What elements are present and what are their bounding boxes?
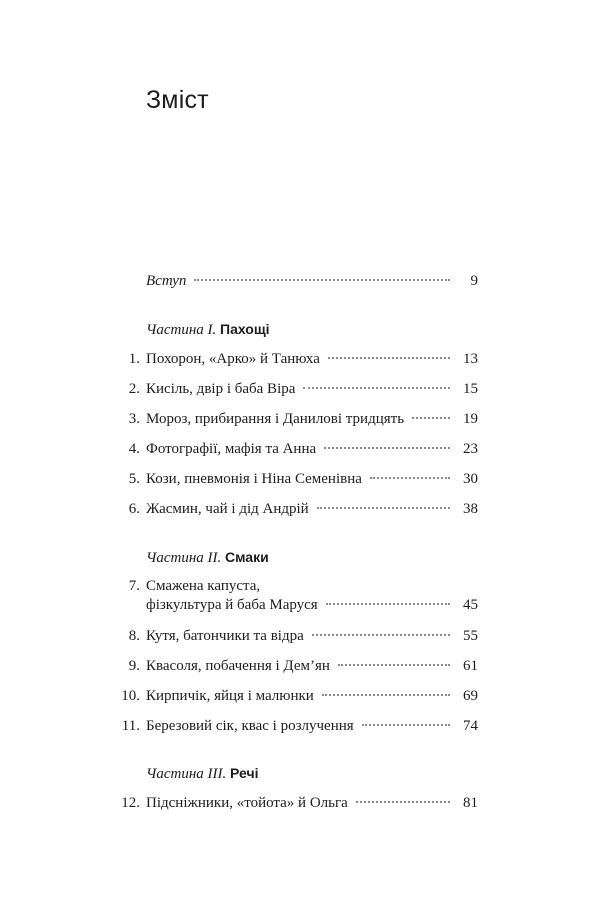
dot-leader bbox=[303, 387, 450, 389]
part-heading-2 bbox=[146, 548, 269, 568]
chapter-number: 9. bbox=[128, 658, 140, 674]
toc-entry-title: Вступ bbox=[146, 273, 187, 289]
dot-leader bbox=[312, 634, 450, 636]
toc-page-number: 74 bbox=[463, 718, 478, 734]
dot-leader bbox=[324, 447, 450, 449]
chapter-number: 1. bbox=[128, 351, 140, 367]
chapter-title: Кози, пневмонія і Ніна Семенівна bbox=[146, 471, 362, 487]
chapter-title: Кирпичік, яйця і малюнки bbox=[146, 688, 314, 704]
chapter-title: Квасоля, побачення і Дем’ян bbox=[146, 658, 330, 674]
dot-leader bbox=[326, 603, 450, 605]
toc-page-number: 61 bbox=[463, 658, 478, 674]
toc-page-number: 30 bbox=[463, 471, 478, 487]
toc-page-number: 13 bbox=[463, 351, 478, 367]
dot-leader bbox=[317, 507, 450, 509]
part-label: Частина I. bbox=[146, 322, 217, 338]
dot-leader bbox=[194, 279, 450, 281]
chapter-title: Жасмин, чай і дід Андрій bbox=[146, 501, 309, 517]
chapter-number: 12. bbox=[121, 795, 140, 811]
dot-leader bbox=[356, 801, 450, 803]
chapter-number: 4. bbox=[128, 441, 140, 457]
part-label: Частина III. bbox=[146, 766, 227, 782]
chapter-number: 5. bbox=[128, 471, 140, 487]
toc-page-number: 45 bbox=[463, 597, 478, 613]
dot-leader bbox=[362, 724, 450, 726]
chapter-number: 7. bbox=[128, 578, 140, 594]
chapter-number: 11. bbox=[121, 718, 140, 734]
chapter-title: Фотографії, мафія та Анна bbox=[146, 441, 317, 457]
chapter-number: 8. bbox=[128, 628, 140, 644]
chapter-title: Березовий сік, квас і розлучення bbox=[146, 718, 354, 734]
chapter-number: 3. bbox=[128, 411, 140, 427]
part-name: Смаки bbox=[225, 549, 269, 565]
dot-leader bbox=[412, 417, 450, 419]
toc-page-number: 9 bbox=[470, 273, 478, 289]
chapter-number: 2. bbox=[128, 381, 140, 397]
toc-page-number: 69 bbox=[463, 688, 478, 704]
chapter-number: 10. bbox=[121, 688, 140, 704]
toc-page-number: 55 bbox=[463, 628, 478, 644]
dot-leader bbox=[338, 664, 450, 666]
chapter-title: Похорон, «Арко» й Танюха bbox=[146, 351, 320, 367]
toc-page-number: 19 bbox=[463, 411, 478, 427]
dot-leader bbox=[328, 357, 450, 359]
part-heading-3 bbox=[146, 764, 258, 784]
chapter-title-line-1: Смажена капуста, bbox=[146, 578, 261, 594]
part-label: Частина II. bbox=[146, 550, 222, 566]
dot-leader bbox=[322, 694, 450, 696]
chapter-title: Мороз, прибирання і Данилові тридцять bbox=[146, 411, 405, 427]
chapter-number: 6. bbox=[128, 501, 140, 517]
toc-page-number: 23 bbox=[463, 441, 478, 457]
chapter-title: Кисіль, двір і баба Віра bbox=[146, 381, 296, 397]
page-title: Зміст bbox=[146, 86, 209, 114]
toc-entry[interactable] bbox=[116, 577, 478, 617]
toc-page-number: 15 bbox=[463, 381, 478, 397]
part-heading-1 bbox=[146, 320, 270, 340]
toc-page-number: 38 bbox=[463, 501, 478, 517]
dot-leader bbox=[370, 477, 450, 479]
chapter-title: фізкультура й баба Маруся bbox=[146, 597, 318, 613]
toc-page-number: 81 bbox=[463, 795, 478, 811]
chapter-title: Підсніжники, «тойота» й Ольга bbox=[146, 795, 348, 811]
part-name: Пахощі bbox=[220, 321, 270, 337]
chapter-title: Кутя, батончики та відра bbox=[146, 628, 304, 644]
part-name: Речі bbox=[230, 765, 259, 781]
